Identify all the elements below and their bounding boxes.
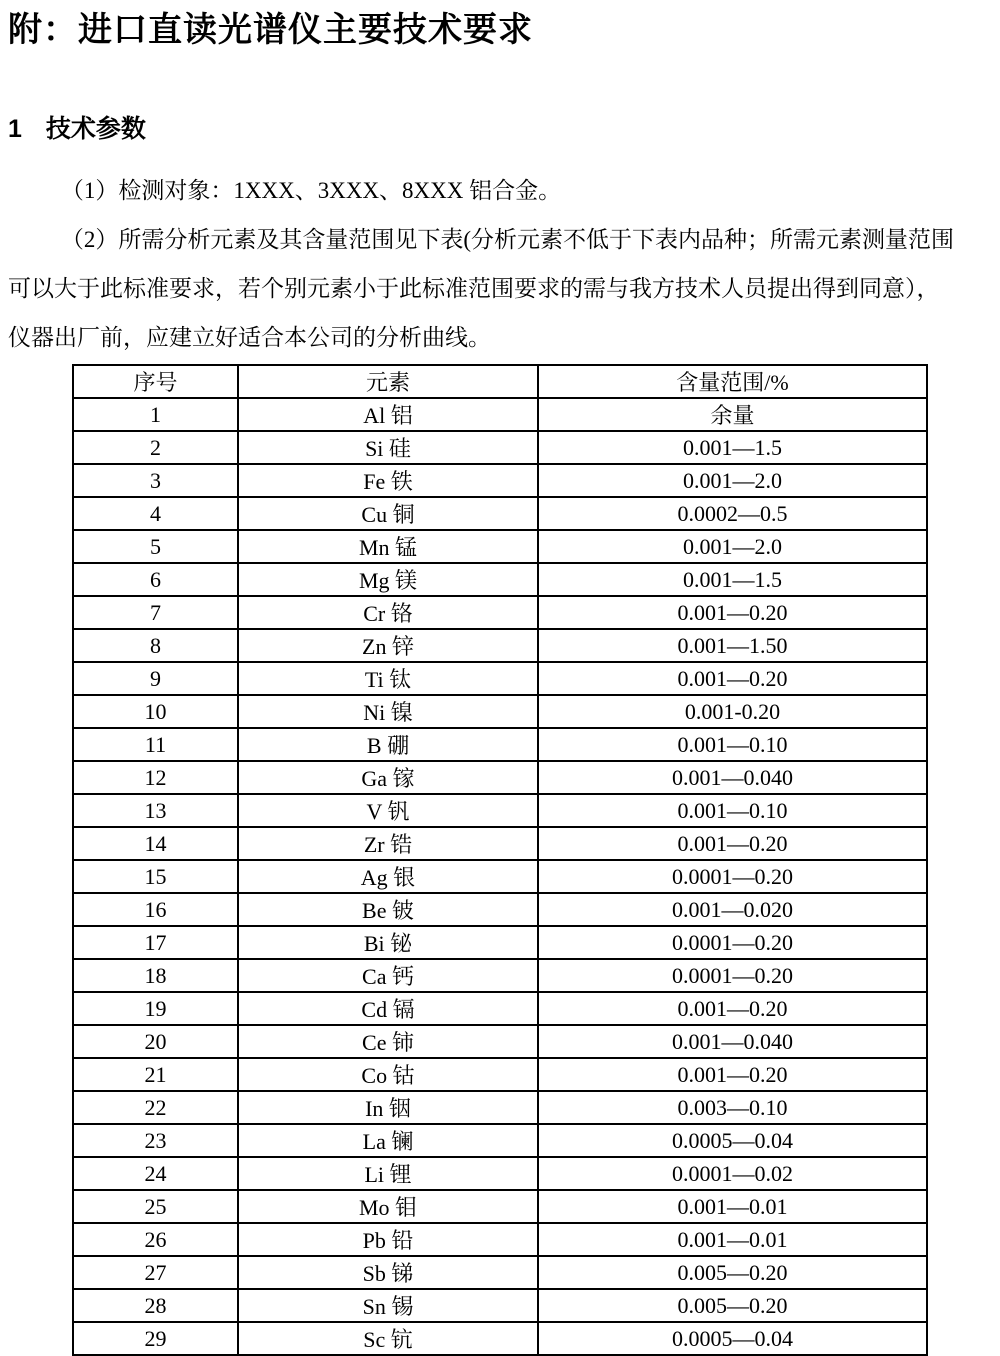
section-heading — [8, 114, 992, 144]
table-row — [73, 1091, 927, 1124]
content-range: 余量 — [538, 398, 927, 431]
element-name: Mo 钼 — [238, 1190, 538, 1223]
row-index: 15 — [73, 860, 238, 893]
paragraph-detection-targets: （1）检测对象：1XXX、3XXX、8XXX 铝合金。 — [60, 178, 562, 203]
element-name: Sb 锑 — [238, 1256, 538, 1289]
element-name: Co 钴 — [238, 1058, 538, 1091]
table-row — [73, 728, 927, 761]
table-row — [73, 761, 927, 794]
table-row — [73, 860, 927, 893]
table-row — [73, 662, 927, 695]
content-range: 0.001—0.20 — [538, 1058, 927, 1091]
content-range: 0.001—0.10 — [538, 728, 927, 761]
row-index: 2 — [73, 431, 238, 464]
element-name: Si 硅 — [238, 431, 538, 464]
table-row — [73, 959, 927, 992]
element-name: Li 锂 — [238, 1157, 538, 1190]
table-row — [73, 464, 927, 497]
row-index: 5 — [73, 530, 238, 563]
row-index: 11 — [73, 728, 238, 761]
content-range: 0.001-0.20 — [538, 695, 927, 728]
table-row — [73, 926, 927, 959]
table-row — [73, 794, 927, 827]
content-range: 0.001—0.040 — [538, 761, 927, 794]
row-index: 24 — [73, 1157, 238, 1190]
table-row — [73, 992, 927, 1025]
content-range: 0.001—1.5 — [538, 431, 927, 464]
content-range: 0.0001—0.20 — [538, 860, 927, 893]
row-index: 29 — [73, 1322, 238, 1355]
element-name: Sn 锡 — [238, 1289, 538, 1322]
table-row — [73, 1289, 927, 1322]
content-range: 0.001—0.20 — [538, 596, 927, 629]
element-name: Ce 铈 — [238, 1025, 538, 1058]
row-index: 4 — [73, 497, 238, 530]
row-index: 28 — [73, 1289, 238, 1322]
table-row — [73, 1190, 927, 1223]
element-name: Pb 铅 — [238, 1223, 538, 1256]
element-name: Ag 银 — [238, 860, 538, 893]
element-name: Zn 锌 — [238, 629, 538, 662]
row-index: 3 — [73, 464, 238, 497]
content-range: 0.001—0.10 — [538, 794, 927, 827]
content-range: 0.001—0.20 — [538, 827, 927, 860]
content-range: 0.005—0.20 — [538, 1289, 927, 1322]
table-row — [73, 1322, 927, 1355]
table-row — [73, 563, 927, 596]
row-index: 27 — [73, 1256, 238, 1289]
content-range: 0.001—0.20 — [538, 662, 927, 695]
row-index: 17 — [73, 926, 238, 959]
element-name: Ti 钛 — [238, 662, 538, 695]
content-range: 0.001—1.50 — [538, 629, 927, 662]
table-row — [73, 1256, 927, 1289]
row-index: 10 — [73, 695, 238, 728]
row-index: 21 — [73, 1058, 238, 1091]
element-name: Ni 镍 — [238, 695, 538, 728]
content-range: 0.0002—0.5 — [538, 497, 927, 530]
paragraph-line: 可以大于此标准要求，若个别元素小于此标准范围要求的需与我方技术人员提出得到同意）， — [8, 276, 940, 301]
content-range: 0.001—1.5 — [538, 563, 927, 596]
element-name: Zr 锆 — [238, 827, 538, 860]
element-name: Cr 铬 — [238, 596, 538, 629]
content-range: 0.0005—0.04 — [538, 1124, 927, 1157]
row-index: 13 — [73, 794, 238, 827]
content-range: 0.003—0.10 — [538, 1091, 927, 1124]
content-range: 0.0001—0.02 — [538, 1157, 927, 1190]
content-range: 0.001—0.040 — [538, 1025, 927, 1058]
table-row — [73, 1223, 927, 1256]
content-range: 0.0001—0.20 — [538, 926, 927, 959]
table-row — [73, 1124, 927, 1157]
table-row — [73, 695, 927, 728]
content-range: 0.001—2.0 — [538, 464, 927, 497]
element-name: Mn 锰 — [238, 530, 538, 563]
element-name: B 硼 — [238, 728, 538, 761]
table-row — [73, 629, 927, 662]
row-index: 18 — [73, 959, 238, 992]
content-range: 0.001—0.20 — [538, 992, 927, 1025]
row-index: 16 — [73, 893, 238, 926]
element-name: Mg 镁 — [238, 563, 538, 596]
element-range-table — [72, 364, 928, 1356]
paragraph-analysis-requirements — [8, 215, 992, 362]
table-row — [73, 530, 927, 563]
row-index: 19 — [73, 992, 238, 1025]
element-table-body — [73, 398, 927, 1355]
element-name: Fe 铁 — [238, 464, 538, 497]
element-name: Ca 钙 — [238, 959, 538, 992]
element-name: La 镧 — [238, 1124, 538, 1157]
section-number: 1 — [8, 115, 22, 143]
table-row — [73, 827, 927, 860]
row-index: 8 — [73, 629, 238, 662]
content-range: 0.001—0.01 — [538, 1190, 927, 1223]
element-name: Al 铝 — [238, 398, 538, 431]
table-row — [73, 1157, 927, 1190]
element-name: Bi 铋 — [238, 926, 538, 959]
section-title: 技术参数 — [45, 115, 146, 143]
row-index: 26 — [73, 1223, 238, 1256]
row-index: 14 — [73, 827, 238, 860]
element-name: Cu 铜 — [238, 497, 538, 530]
document-title: 附：进口直读光谱仪主要技术要求 — [8, 11, 533, 49]
table-row — [73, 1058, 927, 1091]
element-name: In 铟 — [238, 1091, 538, 1124]
row-index: 1 — [73, 398, 238, 431]
row-index: 6 — [73, 563, 238, 596]
content-range: 0.005—0.20 — [538, 1256, 927, 1289]
element-name: Sc 钪 — [238, 1322, 538, 1355]
header-element: 元素 — [238, 365, 538, 398]
row-index: 23 — [73, 1124, 238, 1157]
header-index: 序号 — [73, 365, 238, 398]
row-index: 20 — [73, 1025, 238, 1058]
table-row — [73, 1025, 927, 1058]
content-range: 0.0001—0.20 — [538, 959, 927, 992]
header-content-range: 含量范围/% — [538, 365, 927, 398]
row-index: 22 — [73, 1091, 238, 1124]
row-index: 7 — [73, 596, 238, 629]
content-range: 0.001—0.020 — [538, 893, 927, 926]
row-index: 25 — [73, 1190, 238, 1223]
table-row — [73, 431, 927, 464]
content-range: 0.001—2.0 — [538, 530, 927, 563]
table-row — [73, 596, 927, 629]
content-range: 0.0005—0.04 — [538, 1322, 927, 1355]
element-name: V 钒 — [238, 794, 538, 827]
table-row — [73, 497, 927, 530]
paragraph-line: （2）所需分析元素及其含量范围见下表(分析元素不低于下表内品种；所需元素测量范围 — [60, 227, 955, 252]
element-name: Cd 镉 — [238, 992, 538, 1025]
element-name: Ga 镓 — [238, 761, 538, 794]
row-index: 9 — [73, 662, 238, 695]
table-header-row — [73, 365, 927, 398]
table-row — [73, 893, 927, 926]
table-row — [73, 398, 927, 431]
row-index: 12 — [73, 761, 238, 794]
paragraph-line: 仪器出厂前，应建立好适合本公司的分析曲线。 — [8, 325, 491, 350]
content-range: 0.001—0.01 — [538, 1223, 927, 1256]
element-name: Be 铍 — [238, 893, 538, 926]
